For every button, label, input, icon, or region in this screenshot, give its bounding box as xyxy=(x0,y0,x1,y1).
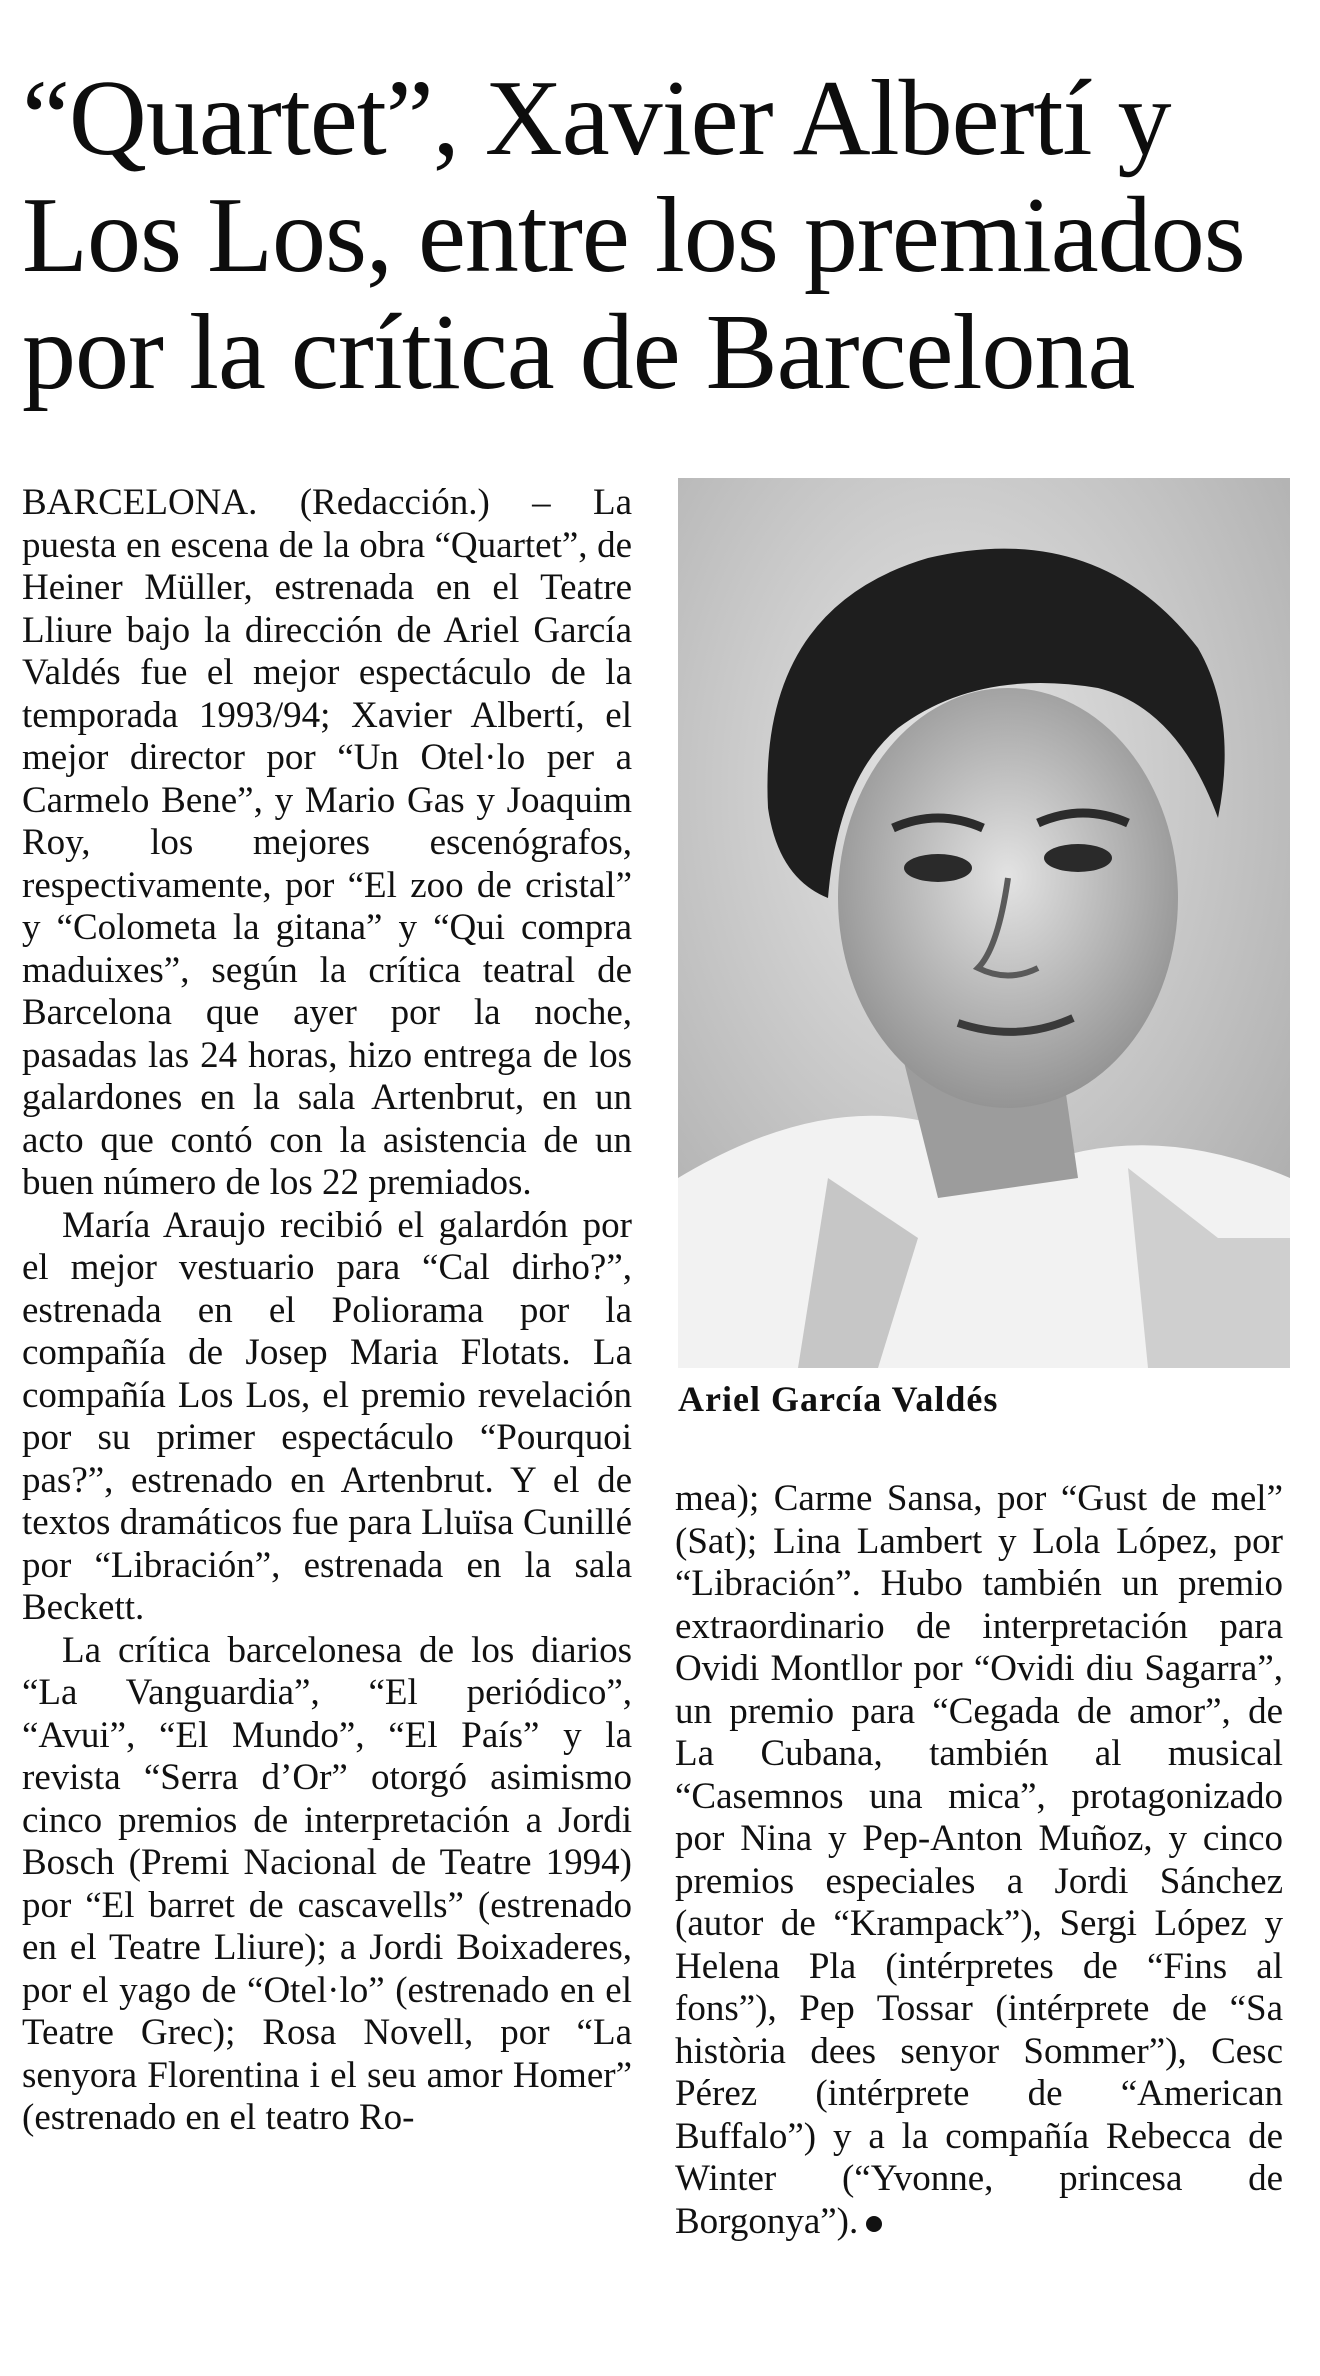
article-column-right xyxy=(675,1478,1283,2243)
headline-line: por la crítica de Barcelona xyxy=(22,293,1135,412)
headline-line: “Quartet”, Xavier Albertí y xyxy=(22,59,1171,178)
article-paragraph xyxy=(675,1478,1283,2243)
portrait-illustration xyxy=(678,478,1290,1368)
headline xyxy=(22,60,1302,411)
article-paragraph-text: mea); Carme Sansa, por “Gust de mel” (Sat); Lina Lambert y Lola López, por “Libración”. Hubo también un premio extraordinario de interpretación para Ovidi Montllor por “Ovidi diu Sagarra”, un premio para “Cegada de amor”, de La Cubana, también al musical “Casemnos una mica”, protagonizado por Nina y Pep-Anton Muñoz, y cinco premios especiales a Jordi Sánchez (autor de “Krampack”), Sergi López y Helena Pla (intérpretes de “Fins al fons”), Pep Tossar (intérprete de “Sa història dees senyor Sommer”), Cesc Pérez (intérprete de “American Buffalo”) y a la compañía Rebecca de Winter (“Yvonne, princesa de Borgonya”). xyxy=(675,1478,1283,2242)
portrait-photo xyxy=(678,478,1290,1368)
photo-caption: Ariel García Valdés xyxy=(678,1379,999,1419)
end-of-article-mark xyxy=(866,2216,882,2232)
article-paragraph: BARCELONA. (Redacción.) – La puesta en escena de la obra “Quartet”, de Heiner Müller, estrenada en el Teatre Lliure bajo la dirección de Ariel García Valdés fue el mejor espectáculo de la temporada 1993/94; Xavier Albertí, el mejor director por “Un Otel·lo per a Carmelo Bene”, y Mario Gas y Joaquim Roy, los mejores escenógrafos, respectivamente, por “El zoo de cristal” y “Colometa la gitana” y “Qui compra maduixes”, según la crítica teatral de Barcelona que ayer por la noche, pasadas las 24 horas, hizo entrega de los galardones en la sala Artenbrut, en un acto que contó con la asistencia de un buen número de los 22 premiados. xyxy=(22,482,632,1203)
article-paragraph: María Araujo recibió el galardón por el mejor vestuario para “Cal dirho?”, estrenada en el Poliorama por la compañía de Josep Maria Flotats. La compañía Los Los, el premio revelación por su primer espectáculo “Pourquoi pas?”, estrenado en Artenbrut. Y el de textos dramáticos fue para Lluïsa Cunillé por “Libración”, estrenada en la sala Beckett. xyxy=(22,1204,632,1628)
article-paragraph: La crítica barcelonesa de los diarios “La Vanguardia”, “El periódico”, “Avui”, “El Mundo”, “El País” y la revista “Serra d’Or” otorgó asimismo cinco premios de interpretación a Jordi Bosch (Premi Nacional de Teatre 1994) por “El barret de cascavells” (estrenado en el Teatre Lliure); a Jordi Boixaderes, por el yago de “Otel·lo” (estrenado en el Teatre Grec); Rosa Novell, por “La senyora Florentina i el seu amor Homer” (estrenado en el teatro Ro- xyxy=(22,1629,632,2138)
article-column-left xyxy=(22,482,632,2140)
headline-line: Los Los, entre los premiados xyxy=(22,176,1245,295)
